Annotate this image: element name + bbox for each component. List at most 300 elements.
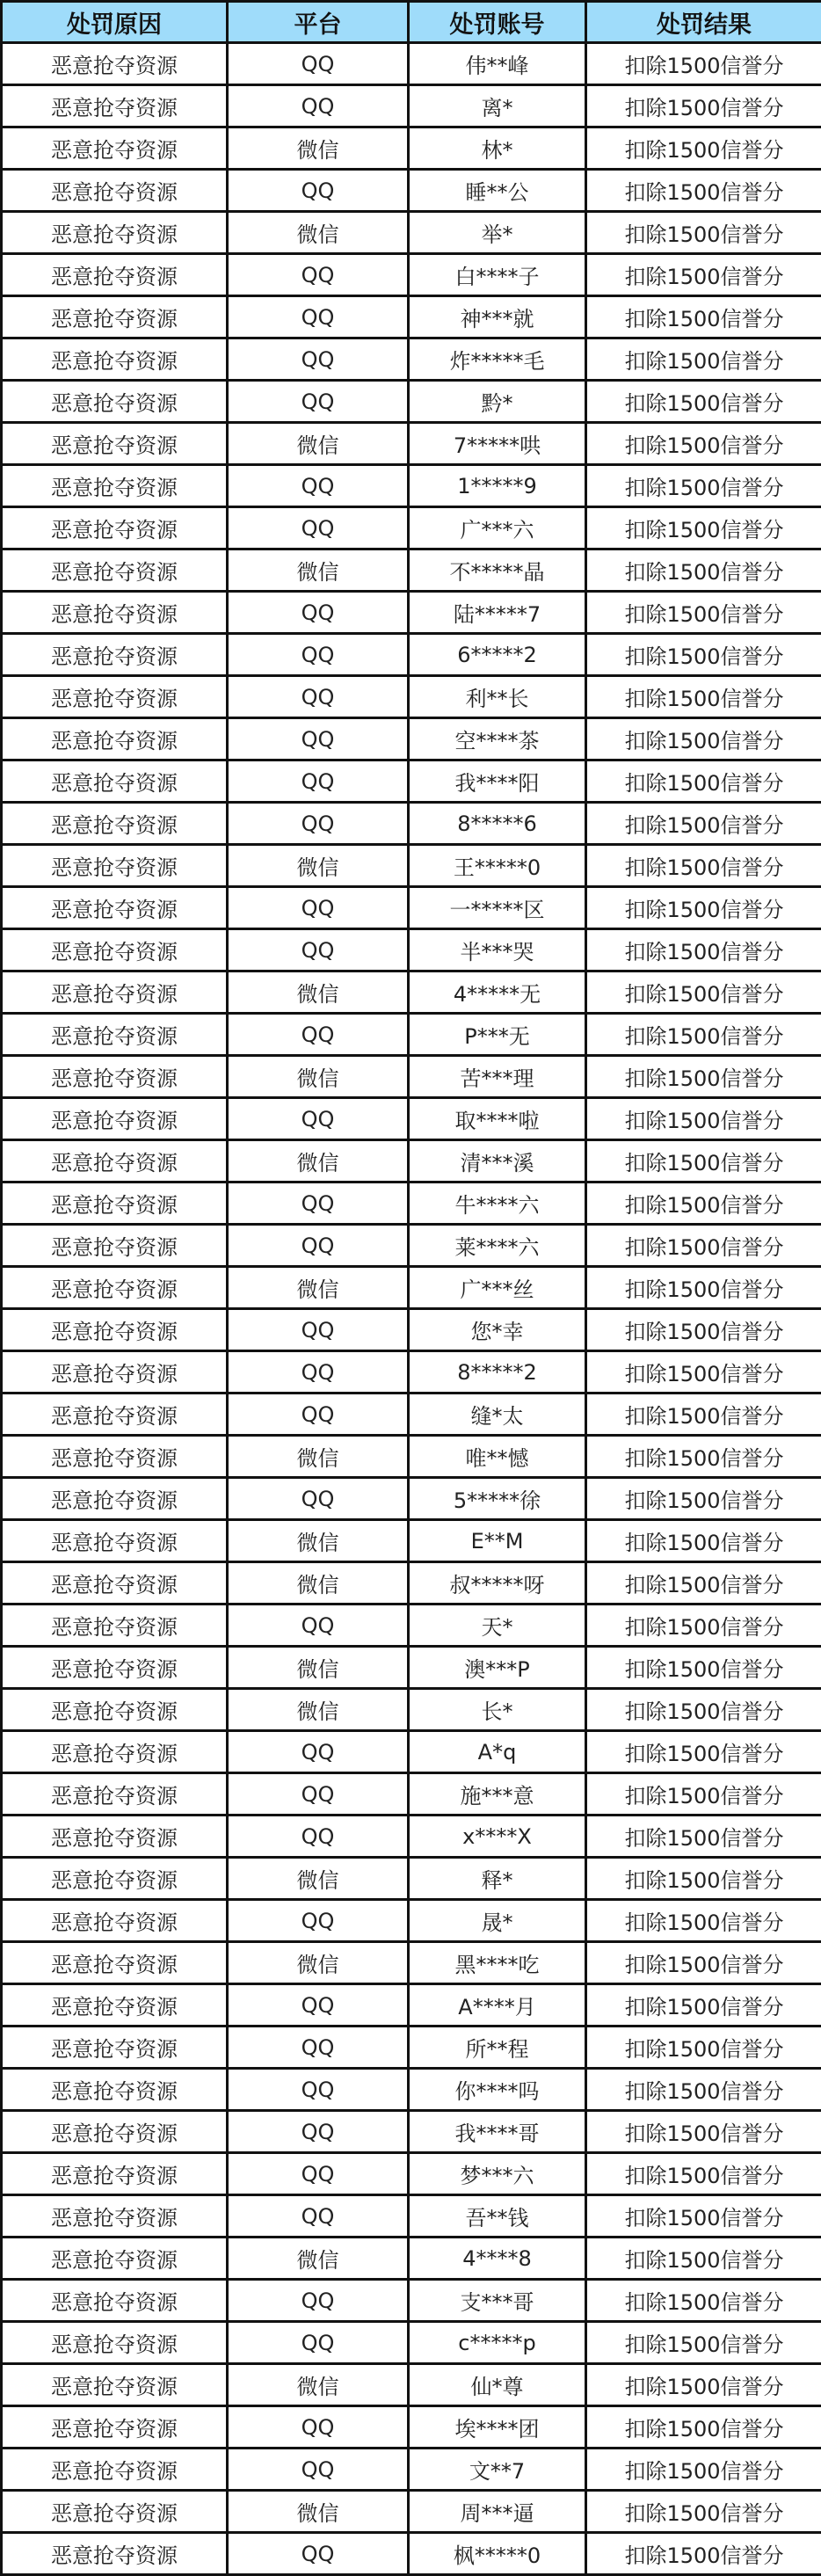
cell-result: 扣除1500信誉分 xyxy=(586,1816,821,1858)
cell-result: 扣除1500信誉分 xyxy=(586,2069,821,2111)
cell-reason: 恶意抢夺资源 xyxy=(2,1478,228,1520)
cell-account: 仙*尊 xyxy=(409,2364,586,2406)
cell-reason: 恶意抢夺资源 xyxy=(2,381,228,423)
cell-reason: 恶意抢夺资源 xyxy=(2,1647,228,1689)
table-row xyxy=(2,1309,821,1351)
cell-reason: 恶意抢夺资源 xyxy=(2,971,228,1014)
cell-platform: QQ xyxy=(228,2111,409,2153)
cell-reason: 恶意抢夺资源 xyxy=(2,2533,228,2575)
cell-account: 林* xyxy=(409,127,586,170)
cell-platform: QQ xyxy=(228,592,409,634)
cell-account: 牛****六 xyxy=(409,1182,586,1225)
cell-platform: QQ xyxy=(228,1900,409,1942)
table-row xyxy=(2,1182,821,1225)
table-row xyxy=(2,1942,821,1984)
cell-platform: QQ xyxy=(228,676,409,718)
cell-account: 吾**钱 xyxy=(409,2195,586,2238)
cell-reason: 恶意抢夺资源 xyxy=(2,43,228,85)
cell-result: 扣除1500信誉分 xyxy=(586,634,821,676)
table-row xyxy=(2,1267,821,1309)
cell-platform: QQ xyxy=(228,2280,409,2322)
cell-result: 扣除1500信誉分 xyxy=(586,592,821,634)
cell-reason: 恶意抢夺资源 xyxy=(2,1140,228,1182)
table-row xyxy=(2,43,821,85)
cell-platform: QQ xyxy=(228,2195,409,2238)
table-row xyxy=(2,85,821,127)
cell-account: 缝*太 xyxy=(409,1394,586,1436)
table-row xyxy=(2,718,821,760)
cell-result: 扣除1500信誉分 xyxy=(586,929,821,971)
table-row xyxy=(2,1140,821,1182)
table-row xyxy=(2,971,821,1014)
table-row xyxy=(2,296,821,338)
cell-platform: QQ xyxy=(228,1309,409,1351)
cell-platform: 微信 xyxy=(228,1267,409,1309)
cell-reason: 恶意抢夺资源 xyxy=(2,929,228,971)
cell-result: 扣除1500信誉分 xyxy=(586,1984,821,2027)
cell-account: 王*****0 xyxy=(409,845,586,887)
cell-result: 扣除1500信誉分 xyxy=(586,845,821,887)
table-row xyxy=(2,2449,821,2491)
cell-reason: 恶意抢夺资源 xyxy=(2,2406,228,2449)
cell-reason: 恶意抢夺资源 xyxy=(2,1098,228,1140)
cell-account: 所**程 xyxy=(409,2027,586,2069)
cell-platform: 微信 xyxy=(228,1562,409,1605)
cell-reason: 恶意抢夺资源 xyxy=(2,1858,228,1900)
cell-reason: 恶意抢夺资源 xyxy=(2,2027,228,2069)
cell-platform: 微信 xyxy=(228,1140,409,1182)
cell-account: 8*****6 xyxy=(409,803,586,845)
cell-result: 扣除1500信誉分 xyxy=(586,1520,821,1562)
cell-result: 扣除1500信誉分 xyxy=(586,2111,821,2153)
table-row xyxy=(2,2364,821,2406)
cell-result: 扣除1500信誉分 xyxy=(586,296,821,338)
cell-platform: QQ xyxy=(228,254,409,296)
cell-account: A****月 xyxy=(409,1984,586,2027)
cell-result: 扣除1500信誉分 xyxy=(586,1942,821,1984)
table-row xyxy=(2,549,821,592)
cell-platform: QQ xyxy=(228,1014,409,1056)
cell-reason: 恶意抢夺资源 xyxy=(2,127,228,170)
table-row xyxy=(2,381,821,423)
table-row xyxy=(2,2069,821,2111)
cell-result: 扣除1500信誉分 xyxy=(586,423,821,465)
cell-platform: 微信 xyxy=(228,549,409,592)
cell-reason: 恶意抢夺资源 xyxy=(2,1351,228,1394)
table-row xyxy=(2,1731,821,1773)
table-row xyxy=(2,2491,821,2533)
cell-account: 长* xyxy=(409,1689,586,1731)
cell-platform: 微信 xyxy=(228,971,409,1014)
cell-result: 扣除1500信誉分 xyxy=(586,1182,821,1225)
cell-account: 半***哭 xyxy=(409,929,586,971)
table-row xyxy=(2,2322,821,2364)
cell-account: 广***丝 xyxy=(409,1267,586,1309)
cell-reason: 恶意抢夺资源 xyxy=(2,1984,228,2027)
cell-account: 空****茶 xyxy=(409,718,586,760)
cell-platform: QQ xyxy=(228,2322,409,2364)
table-row xyxy=(2,1520,821,1562)
cell-reason: 恶意抢夺资源 xyxy=(2,1942,228,1984)
table-row xyxy=(2,338,821,381)
cell-result: 扣除1500信誉分 xyxy=(586,212,821,254)
cell-account: E**M xyxy=(409,1520,586,1562)
cell-result: 扣除1500信誉分 xyxy=(586,1056,821,1098)
table-row xyxy=(2,212,821,254)
cell-result: 扣除1500信誉分 xyxy=(586,1267,821,1309)
cell-reason: 恶意抢夺资源 xyxy=(2,2153,228,2195)
cell-result: 扣除1500信誉分 xyxy=(586,1436,821,1478)
cell-account: 埃****团 xyxy=(409,2406,586,2449)
cell-reason: 恶意抢夺资源 xyxy=(2,760,228,803)
cell-reason: 恶意抢夺资源 xyxy=(2,1182,228,1225)
cell-reason: 恶意抢夺资源 xyxy=(2,507,228,549)
table-row xyxy=(2,592,821,634)
cell-reason: 恶意抢夺资源 xyxy=(2,1520,228,1562)
cell-reason: 恶意抢夺资源 xyxy=(2,1816,228,1858)
cell-platform: QQ xyxy=(228,85,409,127)
cell-platform: QQ xyxy=(228,1098,409,1140)
cell-reason: 恶意抢夺资源 xyxy=(2,2280,228,2322)
cell-result: 扣除1500信誉分 xyxy=(586,1562,821,1605)
cell-platform: QQ xyxy=(228,1773,409,1816)
cell-platform: QQ xyxy=(228,1478,409,1520)
cell-platform: QQ xyxy=(228,381,409,423)
cell-result: 扣除1500信誉分 xyxy=(586,507,821,549)
cell-reason: 恶意抢夺资源 xyxy=(2,887,228,929)
table-row xyxy=(2,127,821,170)
cell-platform: QQ xyxy=(228,803,409,845)
cell-result: 扣除1500信誉分 xyxy=(586,1098,821,1140)
table-row xyxy=(2,676,821,718)
cell-platform: QQ xyxy=(228,1984,409,2027)
cell-result: 扣除1500信誉分 xyxy=(586,1773,821,1816)
cell-account: 我****哥 xyxy=(409,2111,586,2153)
cell-account: 陆*****7 xyxy=(409,592,586,634)
cell-platform: 微信 xyxy=(228,212,409,254)
cell-platform: QQ xyxy=(228,170,409,212)
table-body xyxy=(2,43,821,2575)
cell-platform: 微信 xyxy=(228,2491,409,2533)
table-header-row xyxy=(2,2,821,43)
table-row xyxy=(2,1689,821,1731)
cell-reason: 恶意抢夺资源 xyxy=(2,2491,228,2533)
table-row xyxy=(2,634,821,676)
cell-result: 扣除1500信誉分 xyxy=(586,1647,821,1689)
cell-result: 扣除1500信誉分 xyxy=(586,338,821,381)
cell-result: 扣除1500信誉分 xyxy=(586,2364,821,2406)
cell-reason: 恶意抢夺资源 xyxy=(2,2449,228,2491)
cell-reason: 恶意抢夺资源 xyxy=(2,1773,228,1816)
table-row xyxy=(2,1225,821,1267)
header-reason: 处罚原因 xyxy=(2,2,228,43)
cell-reason: 恶意抢夺资源 xyxy=(2,1731,228,1773)
cell-result: 扣除1500信誉分 xyxy=(586,1689,821,1731)
cell-platform: 微信 xyxy=(228,1858,409,1900)
cell-reason: 恶意抢夺资源 xyxy=(2,634,228,676)
cell-result: 扣除1500信誉分 xyxy=(586,1478,821,1520)
table-row xyxy=(2,929,821,971)
cell-reason: 恶意抢夺资源 xyxy=(2,845,228,887)
cell-reason: 恶意抢夺资源 xyxy=(2,2322,228,2364)
cell-platform: QQ xyxy=(228,2069,409,2111)
cell-result: 扣除1500信誉分 xyxy=(586,1014,821,1056)
cell-account: 利**长 xyxy=(409,676,586,718)
cell-reason: 恶意抢夺资源 xyxy=(2,170,228,212)
cell-result: 扣除1500信誉分 xyxy=(586,381,821,423)
header-platform: 平台 xyxy=(228,2,409,43)
table-row xyxy=(2,803,821,845)
cell-account: 清***溪 xyxy=(409,1140,586,1182)
cell-account: 苦***理 xyxy=(409,1056,586,1098)
cell-result: 扣除1500信誉分 xyxy=(586,2153,821,2195)
header-account: 处罚账号 xyxy=(409,2,586,43)
cell-reason: 恶意抢夺资源 xyxy=(2,1605,228,1647)
table-row xyxy=(2,1858,821,1900)
cell-platform: QQ xyxy=(228,1182,409,1225)
cell-account: 4*****无 xyxy=(409,971,586,1014)
cell-result: 扣除1500信誉分 xyxy=(586,85,821,127)
cell-platform: 微信 xyxy=(228,1056,409,1098)
cell-result: 扣除1500信誉分 xyxy=(586,43,821,85)
cell-reason: 恶意抢夺资源 xyxy=(2,1309,228,1351)
cell-reason: 恶意抢夺资源 xyxy=(2,465,228,507)
cell-result: 扣除1500信誉分 xyxy=(586,2491,821,2533)
cell-reason: 恶意抢夺资源 xyxy=(2,1014,228,1056)
table-row xyxy=(2,1816,821,1858)
cell-platform: 微信 xyxy=(228,1436,409,1478)
table-row xyxy=(2,1562,821,1605)
cell-platform: QQ xyxy=(228,2406,409,2449)
cell-account: 支***哥 xyxy=(409,2280,586,2322)
table-row xyxy=(2,2153,821,2195)
cell-platform: 微信 xyxy=(228,423,409,465)
cell-account: 睡**公 xyxy=(409,170,586,212)
cell-account: 1*****9 xyxy=(409,465,586,507)
cell-result: 扣除1500信誉分 xyxy=(586,1394,821,1436)
cell-platform: QQ xyxy=(228,1605,409,1647)
cell-platform: QQ xyxy=(228,507,409,549)
cell-platform: QQ xyxy=(228,887,409,929)
cell-result: 扣除1500信誉分 xyxy=(586,170,821,212)
cell-account: 梦***六 xyxy=(409,2153,586,2195)
cell-result: 扣除1500信誉分 xyxy=(586,1731,821,1773)
cell-platform: QQ xyxy=(228,1225,409,1267)
cell-platform: QQ xyxy=(228,1394,409,1436)
cell-account: 5*****徐 xyxy=(409,1478,586,1520)
cell-reason: 恶意抢夺资源 xyxy=(2,1225,228,1267)
table-row xyxy=(2,845,821,887)
cell-result: 扣除1500信誉分 xyxy=(586,2449,821,2491)
cell-platform: QQ xyxy=(228,2533,409,2575)
cell-account: 周***逼 xyxy=(409,2491,586,2533)
table-row xyxy=(2,2406,821,2449)
cell-account: 一*****区 xyxy=(409,887,586,929)
cell-account: c*****p xyxy=(409,2322,586,2364)
cell-platform: 微信 xyxy=(228,845,409,887)
cell-result: 扣除1500信誉分 xyxy=(586,254,821,296)
table-row xyxy=(2,465,821,507)
cell-result: 扣除1500信誉分 xyxy=(586,1351,821,1394)
table-row xyxy=(2,254,821,296)
cell-platform: QQ xyxy=(228,2027,409,2069)
cell-platform: 微信 xyxy=(228,1647,409,1689)
cell-reason: 恶意抢夺资源 xyxy=(2,1900,228,1942)
cell-platform: QQ xyxy=(228,929,409,971)
cell-account: 不*****晶 xyxy=(409,549,586,592)
cell-account: 离* xyxy=(409,85,586,127)
table-row xyxy=(2,2533,821,2575)
cell-platform: QQ xyxy=(228,718,409,760)
header-result: 处罚结果 xyxy=(586,2,821,43)
cell-reason: 恶意抢夺资源 xyxy=(2,718,228,760)
table-row xyxy=(2,1394,821,1436)
cell-reason: 恶意抢夺资源 xyxy=(2,2238,228,2280)
cell-reason: 恶意抢夺资源 xyxy=(2,85,228,127)
cell-result: 扣除1500信誉分 xyxy=(586,465,821,507)
table-row xyxy=(2,2111,821,2153)
cell-platform: QQ xyxy=(228,296,409,338)
table-row xyxy=(2,2027,821,2069)
cell-account: 黔* xyxy=(409,381,586,423)
cell-reason: 恶意抢夺资源 xyxy=(2,2111,228,2153)
cell-reason: 恶意抢夺资源 xyxy=(2,676,228,718)
cell-result: 扣除1500信誉分 xyxy=(586,2533,821,2575)
cell-result: 扣除1500信誉分 xyxy=(586,2406,821,2449)
cell-result: 扣除1500信誉分 xyxy=(586,1140,821,1182)
cell-result: 扣除1500信誉分 xyxy=(586,887,821,929)
cell-result: 扣除1500信誉分 xyxy=(586,676,821,718)
cell-account: P***无 xyxy=(409,1014,586,1056)
table-row xyxy=(2,2238,821,2280)
cell-result: 扣除1500信誉分 xyxy=(586,1225,821,1267)
cell-result: 扣除1500信誉分 xyxy=(586,2027,821,2069)
cell-platform: QQ xyxy=(228,465,409,507)
table-row xyxy=(2,1351,821,1394)
cell-account: 澳***P xyxy=(409,1647,586,1689)
cell-reason: 恶意抢夺资源 xyxy=(2,2195,228,2238)
table-row xyxy=(2,1605,821,1647)
cell-reason: 恶意抢夺资源 xyxy=(2,803,228,845)
cell-result: 扣除1500信誉分 xyxy=(586,803,821,845)
cell-account: 8*****2 xyxy=(409,1351,586,1394)
table-row xyxy=(2,1056,821,1098)
cell-account: 6*****2 xyxy=(409,634,586,676)
cell-result: 扣除1500信誉分 xyxy=(586,127,821,170)
table-row xyxy=(2,1436,821,1478)
cell-account: 莱****六 xyxy=(409,1225,586,1267)
cell-result: 扣除1500信誉分 xyxy=(586,1605,821,1647)
cell-platform: 微信 xyxy=(228,127,409,170)
cell-reason: 恶意抢夺资源 xyxy=(2,1436,228,1478)
cell-platform: 微信 xyxy=(228,1689,409,1731)
cell-account: 黑****吃 xyxy=(409,1942,586,1984)
cell-platform: 微信 xyxy=(228,1520,409,1562)
cell-account: 您*幸 xyxy=(409,1309,586,1351)
cell-account: A*q xyxy=(409,1731,586,1773)
cell-result: 扣除1500信誉分 xyxy=(586,549,821,592)
cell-result: 扣除1500信誉分 xyxy=(586,971,821,1014)
cell-result: 扣除1500信誉分 xyxy=(586,2322,821,2364)
table-row xyxy=(2,170,821,212)
cell-reason: 恶意抢夺资源 xyxy=(2,592,228,634)
cell-account: 晟* xyxy=(409,1900,586,1942)
cell-result: 扣除1500信誉分 xyxy=(586,718,821,760)
cell-platform: 微信 xyxy=(228,2238,409,2280)
cell-reason: 恶意抢夺资源 xyxy=(2,549,228,592)
cell-reason: 恶意抢夺资源 xyxy=(2,254,228,296)
cell-reason: 恶意抢夺资源 xyxy=(2,296,228,338)
cell-account: 炸*****毛 xyxy=(409,338,586,381)
cell-platform: QQ xyxy=(228,2153,409,2195)
cell-platform: QQ xyxy=(228,1816,409,1858)
cell-account: 广***六 xyxy=(409,507,586,549)
cell-account: 神***就 xyxy=(409,296,586,338)
cell-account: 我****阳 xyxy=(409,760,586,803)
cell-reason: 恶意抢夺资源 xyxy=(2,1056,228,1098)
cell-reason: 恶意抢夺资源 xyxy=(2,338,228,381)
table-row xyxy=(2,2195,821,2238)
cell-platform: QQ xyxy=(228,338,409,381)
cell-reason: 恶意抢夺资源 xyxy=(2,212,228,254)
table-row xyxy=(2,1014,821,1056)
cell-reason: 恶意抢夺资源 xyxy=(2,1394,228,1436)
cell-account: 叔*****呀 xyxy=(409,1562,586,1605)
table-row xyxy=(2,423,821,465)
cell-reason: 恶意抢夺资源 xyxy=(2,1562,228,1605)
cell-result: 扣除1500信誉分 xyxy=(586,2280,821,2322)
cell-account: 天* xyxy=(409,1605,586,1647)
cell-reason: 恶意抢夺资源 xyxy=(2,1689,228,1731)
cell-result: 扣除1500信誉分 xyxy=(586,2238,821,2280)
cell-account: x****X xyxy=(409,1816,586,1858)
cell-platform: QQ xyxy=(228,2449,409,2491)
table-row xyxy=(2,2280,821,2322)
table-row xyxy=(2,887,821,929)
cell-platform: QQ xyxy=(228,634,409,676)
cell-account: 白****子 xyxy=(409,254,586,296)
cell-platform: QQ xyxy=(228,1351,409,1394)
cell-result: 扣除1500信誉分 xyxy=(586,1858,821,1900)
table-row xyxy=(2,1984,821,2027)
table-row xyxy=(2,507,821,549)
table-row xyxy=(2,1900,821,1942)
cell-platform: QQ xyxy=(228,1731,409,1773)
table-row xyxy=(2,1098,821,1140)
cell-result: 扣除1500信誉分 xyxy=(586,760,821,803)
cell-platform: QQ xyxy=(228,760,409,803)
table-row xyxy=(2,1773,821,1816)
cell-platform: 微信 xyxy=(228,1942,409,1984)
cell-account: 取****啦 xyxy=(409,1098,586,1140)
cell-account: 枫*****0 xyxy=(409,2533,586,2575)
cell-result: 扣除1500信誉分 xyxy=(586,2195,821,2238)
cell-result: 扣除1500信誉分 xyxy=(586,1309,821,1351)
cell-account: 4****8 xyxy=(409,2238,586,2280)
cell-account: 唯**憾 xyxy=(409,1436,586,1478)
cell-account: 7*****哄 xyxy=(409,423,586,465)
cell-reason: 恶意抢夺资源 xyxy=(2,2364,228,2406)
cell-account: 举* xyxy=(409,212,586,254)
cell-result: 扣除1500信誉分 xyxy=(586,1900,821,1942)
cell-platform: QQ xyxy=(228,43,409,85)
cell-account: 你****吗 xyxy=(409,2069,586,2111)
table-row xyxy=(2,760,821,803)
cell-account: 施***意 xyxy=(409,1773,586,1816)
table-row xyxy=(2,1478,821,1520)
cell-account: 释* xyxy=(409,1858,586,1900)
cell-account: 伟**峰 xyxy=(409,43,586,85)
